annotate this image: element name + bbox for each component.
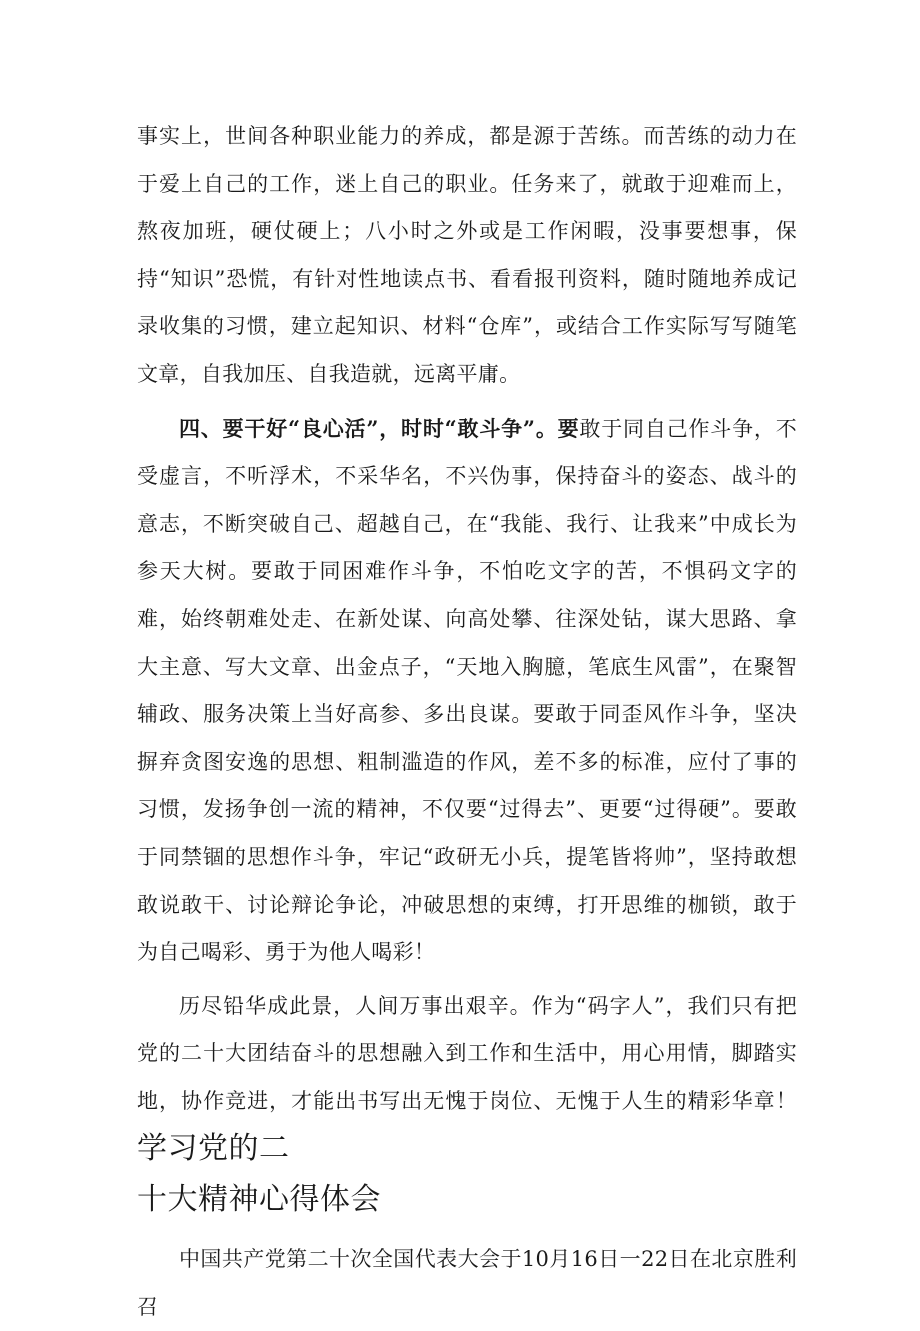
next-article-title-start: 学习党的二: [137, 1131, 290, 1167]
closing-paragraph: [137, 983, 797, 1176]
body-paragraph-career-practice: 事实上，世间各种职业能力的养成，都是源于苦练。而苦练的动力在于爱上自己的工作，迷上自己的职业。任务来了，就敢于迎难而上，熬夜加班，硬仗硬上；八小时之外或是工作闲暇，没事要想事，保持“知识”恐慌，有针对性地读点书、看看报刊资料，随时随地养成记录收集的习惯，建立起知识、材料“仓库”，或结合工作实际写写随笔文章，自我加压、自我造就，远离平庸。: [137, 124, 797, 386]
section-four-body: 敢于同自己作斗争，不受虚言，不听浮术，不采华名，不兴伪事，保持奋斗的姿态、战斗的意志，不断突破自己、超越自己，在“我能、我行、让我来”中成长为参天大树。要敢于同困难作斗争，不怕吃文字的苦，不惧码文字的难，始终朝难处走、在新处谋、向高处攀、往深处钻，谋大思路、拿大主意、写大文章、出金点子，“天地入胸臆，笔底生风雷”，在聚智辅政、服务决策上当好高参、多出良谋。要敢于同歪风作斗争，坚决摒弃贪图安逸的思想、粗制滥造的作风，差不多的标准，应付了事的习惯，发扬争创一流的精神，不仅要“过得去”、更要“过得硬”。要敢于同禁锢的思想作斗争，牢记“政研无小兵，提笔皆将帅”，坚持敢想敢说敢干、讨论辩论争论，冲破思想的束缚，打开思维的枷锁，敢于为自己喝彩、勇于为他人喝彩！: [137, 416, 797, 965]
section-four-heading: 四、要干好“良心活”，时时“敢斗争”。要: [179, 415, 580, 441]
next-article-title-end: 十大精神心得体会: [137, 1182, 381, 1218]
closing-paragraph-text: 历尽铅华成此景，人间万事出艰辛。作为“码字人”，我们只有把党的二十大团结奋斗的思想融入到工作和生活中，用心用情，脚踏实地，协作竞进，才能出书写出无愧于岗位、无愧于人生的精彩华章！: [137, 993, 797, 1113]
section-four-paragraph: [137, 405, 797, 977]
document-page: [137, 113, 797, 1331]
next-article-intro: 中国共产党第二十次全国代表大会于10月16日一22日在北京胜利召: [137, 1247, 797, 1319]
